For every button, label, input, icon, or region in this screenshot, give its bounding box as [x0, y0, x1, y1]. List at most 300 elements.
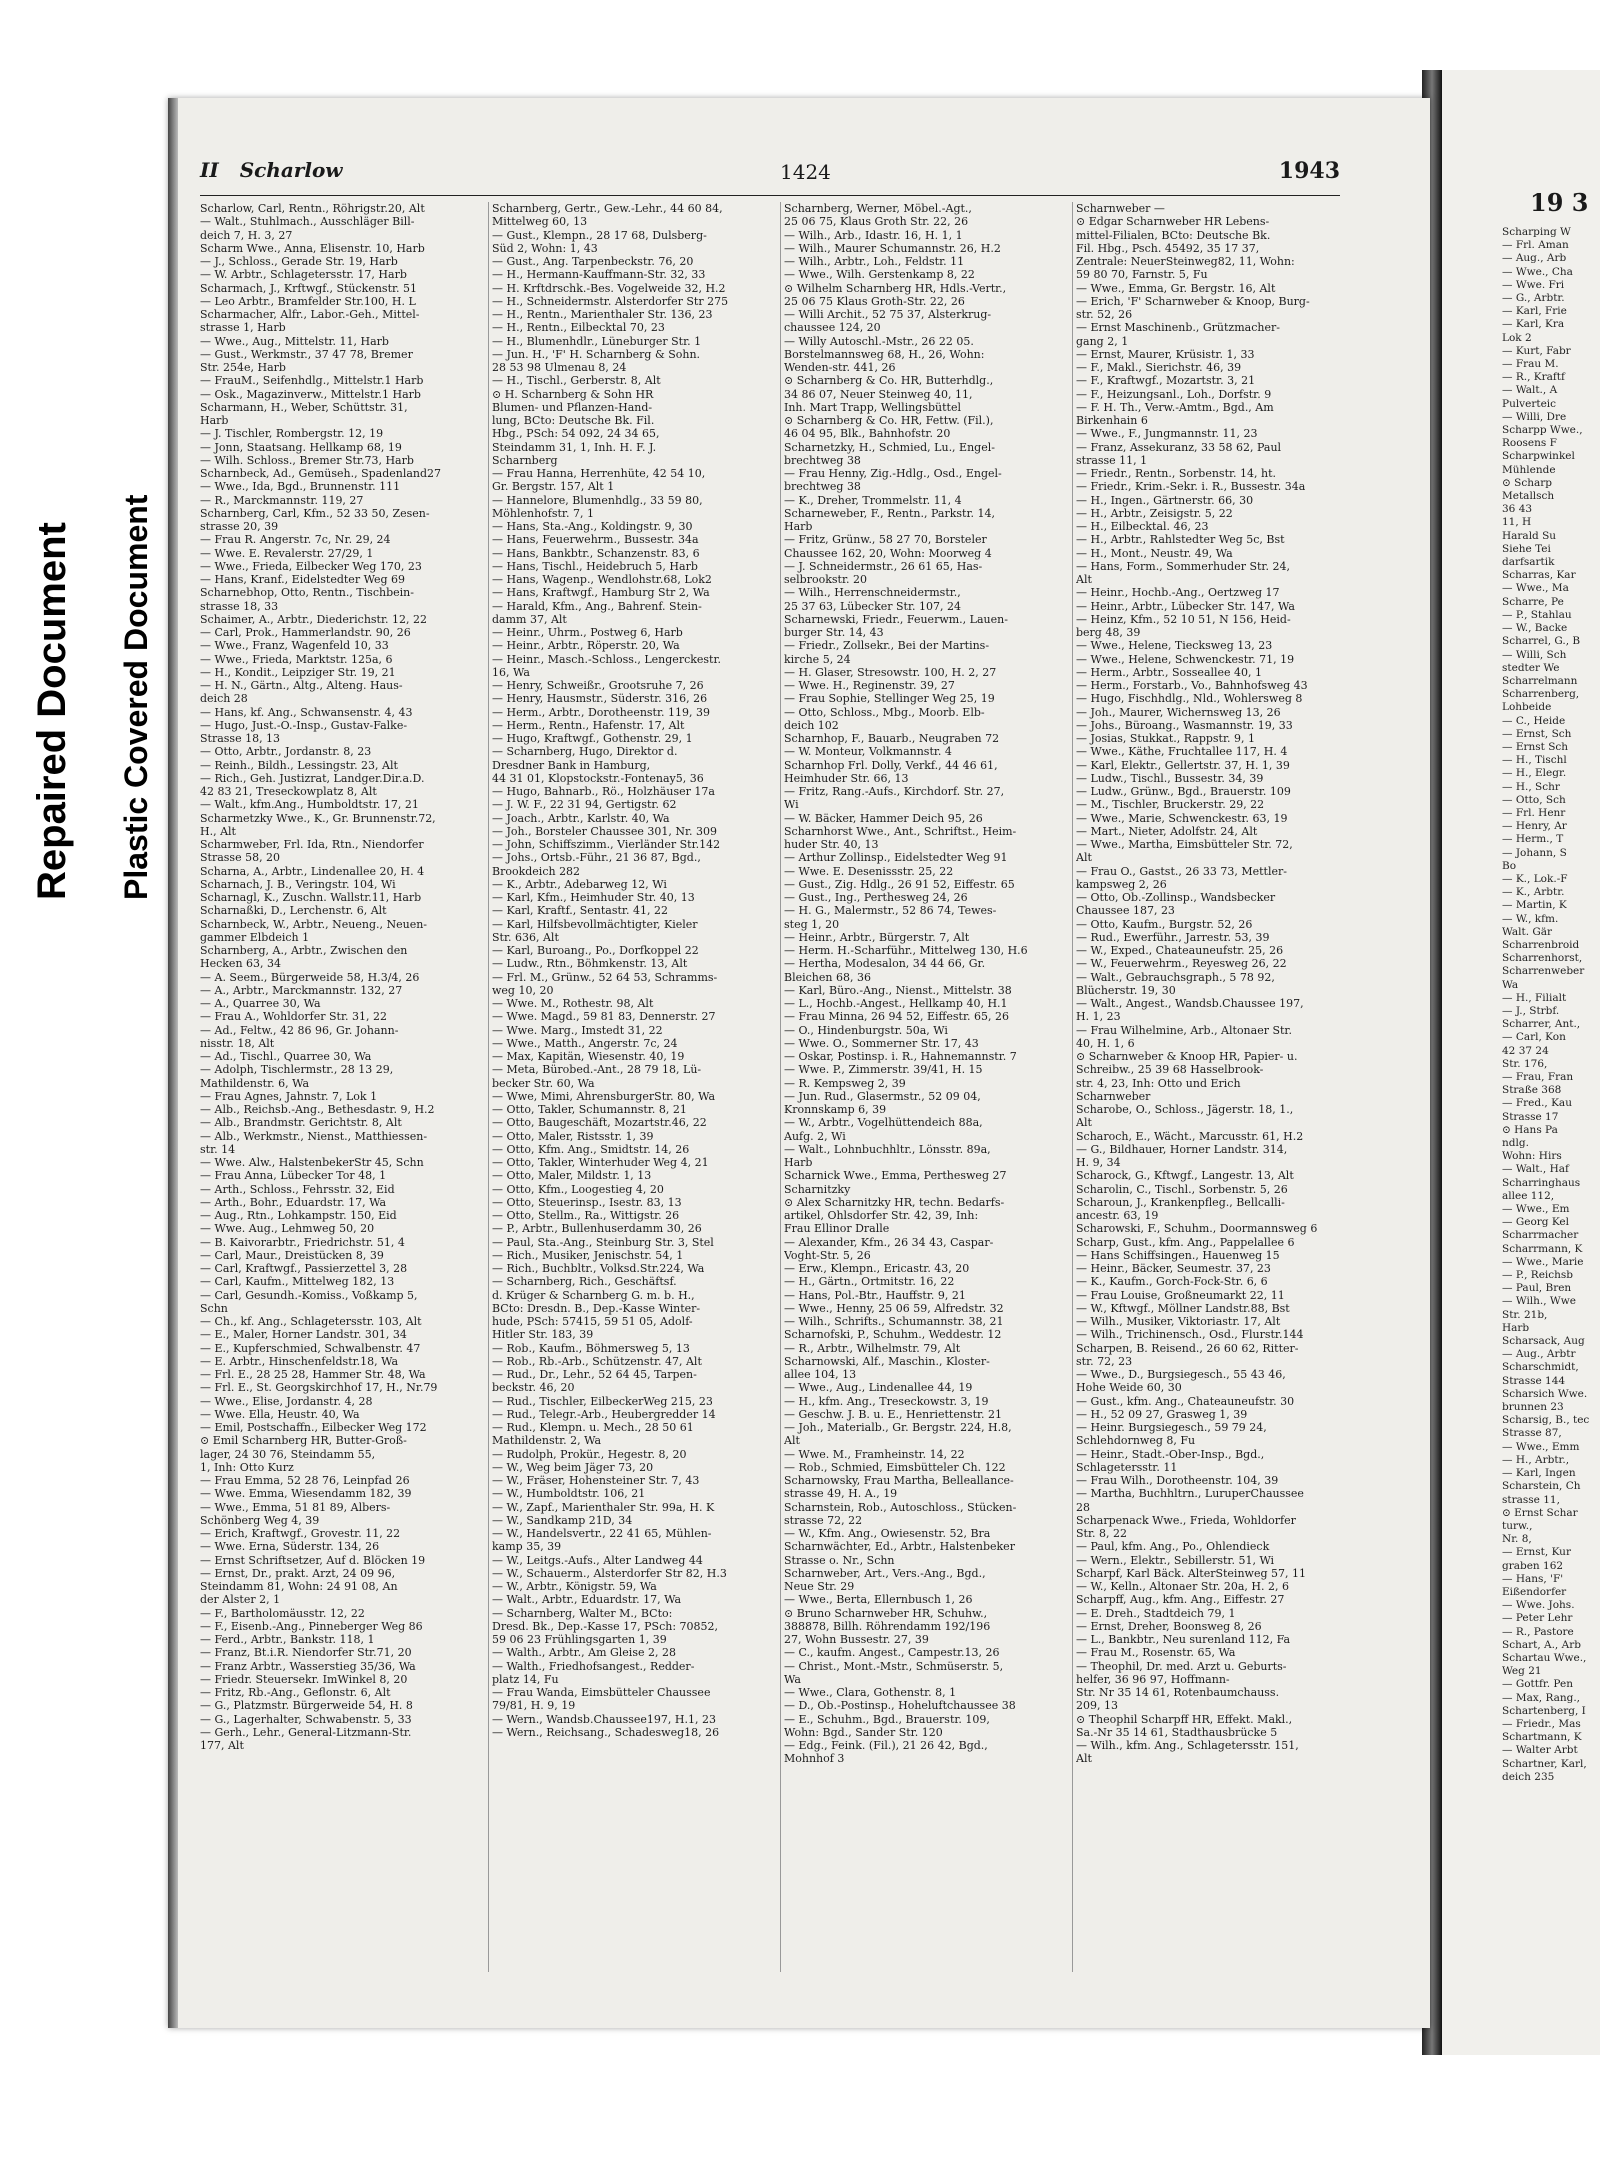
directory-entry-line: — Otto, Maler, Mildstr. 1, 13: [492, 1169, 652, 1183]
directory-entry-line: Steindamm 81, Wohn: 24 91 08, An: [200, 1580, 398, 1593]
directory-entry-line: — Ernst, Dreher, Boonsweg 8, 26: [1076, 1619, 1262, 1633]
directory-entry-line: Chaussee 162, 20, Wohn: Moorweg 4: [784, 546, 992, 560]
directory-entry-line: Scharneweber, F., Rentn., Parkstr. 14,: [784, 506, 995, 520]
directory-entry-line: brechtweg 38: [784, 480, 861, 494]
directory-entry-line: — Gust., Zig. Hdlg., 26 91 52, Eiffestr. 65: [784, 877, 1015, 891]
directory-entry-line: Scharlow, Carl, Rentn., Röhrigstr.20, Alt: [200, 202, 425, 215]
next-page-entry-fragment: — J., Strbf.: [1502, 1004, 1560, 1017]
directory-entry-line: Strasse 18, 13: [200, 732, 281, 745]
directory-entry-line: Alt: [784, 1434, 800, 1448]
column-divider: [488, 202, 489, 1972]
directory-entry-line: deich 7, H. 3, 27: [200, 228, 293, 242]
directory-entry-line: Wenden-str. 441, 26: [784, 361, 896, 374]
next-page-entry-fragment: — Wwe. Fri: [1502, 278, 1565, 291]
directory-entry-line: — R., Arbtr., Wilhelmstr. 79, Alt: [784, 1341, 961, 1355]
directory-entry-line: — Hans, Sta.-Ang., Koldingstr. 9, 30: [492, 520, 693, 533]
directory-entry-line: BCto: Dresdn. B., Dep.-Kasse Winter-: [492, 1301, 701, 1315]
directory-entry-line: beckstr. 46, 20: [492, 1381, 575, 1395]
next-page-entry-fragment: Eißendorfer: [1502, 1585, 1567, 1598]
directory-entry-line: — Gust., Klempn., 28 17 68, Dulsberg-: [492, 228, 707, 242]
directory-entry-line: Fil. Hbg., Psch. 45492, 35 17 37,: [1076, 241, 1260, 255]
next-page-entry-fragment: Schartau Wwe.,: [1502, 1651, 1587, 1664]
next-page-entry-fragment: Scharrmann, K: [1502, 1242, 1583, 1255]
next-page-entry-fragment: — Henry, Ar: [1502, 820, 1567, 833]
directory-entry-line: — Wwe. Marg., Imstedt 31, 22: [492, 1023, 663, 1037]
directory-entry-line: — Wwe., D., Burgsiegesch., 55 43 46,: [1076, 1368, 1286, 1381]
directory-entry-line: — Wwe. O., Sommerner Str. 17, 43: [784, 1036, 979, 1050]
directory-entry-line: Scharnhop, F., Bauarb., Neugraben 72: [784, 732, 1000, 745]
directory-entry-line: — Wwe., Frieda, Eilbecker Weg 170, 23: [200, 559, 422, 573]
directory-entry-line: str. 14: [200, 1142, 236, 1156]
directory-entry-line: — Heinr. Burgsiegesch., 59 79 24,: [1076, 1421, 1267, 1434]
directory-entry-line: — Friedr., Zollsekr., Bei der Martins-: [784, 639, 990, 653]
directory-entry-line: — Wwe., Wilh. Gerstenkamp 8, 22: [784, 268, 975, 282]
directory-entry-line: Strasse o. Nr., Schn: [784, 1553, 895, 1567]
next-page-entry-fragment: — Georg Kel: [1502, 1216, 1569, 1229]
directory-entry-line: — Frau Emma, 52 28 76, Leinpfad 26: [200, 1474, 410, 1487]
directory-entry-line: ⊙ Scharnberg & Co. HR, Fettw. (Fil.),: [784, 414, 994, 427]
next-page-entry-fragment: — Karl, Frie: [1502, 305, 1567, 318]
directory-entry-line: — Heinr., Uhrm., Postweg 6, Harb: [492, 626, 683, 639]
next-page-entry-fragment: — Aug., Arbtr: [1502, 1348, 1576, 1361]
directory-entry-line: — Hannelore, Blumenhdlg., 33 59 80,: [492, 493, 703, 507]
directory-entry-line: — Ludw., Grünw., Bgd., Brauerstr. 109: [1076, 785, 1291, 798]
directory-column-1: [200, 202, 486, 1972]
directory-entry-line: Scharnhorst Wwe., Ant., Schriftst., Heim-: [784, 824, 1017, 838]
next-page-entry-fragment: — Carl, Kon: [1502, 1031, 1566, 1044]
directory-entry-line: str. 4, 23, Inh: Otto und Erich: [1076, 1076, 1241, 1090]
directory-entry-line: Scharnach, J. B., Veringstr. 104, Wi: [200, 877, 396, 891]
next-page-entry-fragment: — Wwe., Emm: [1502, 1440, 1580, 1453]
next-page-entry-fragment: — H., Tischl: [1502, 754, 1567, 767]
directory-entry-line: Str. 254e, Harb: [200, 361, 286, 374]
directory-entry-line: Scharnstein, Rob., Autoschloss., Stücken-: [784, 1500, 1017, 1514]
directory-entry-line: — Hertha, Modesalon, 34 44 66, Gr.: [784, 957, 986, 971]
volume-roman: II: [200, 158, 219, 182]
directory-entry-line: — Heinr., Bäcker, Seumestr. 37, 23: [1076, 1262, 1271, 1275]
directory-entry-line: — Joh., Borsteler Chaussee 301, Nr. 309: [492, 824, 718, 838]
directory-entry-line: — Rich., Musiker, Jenischstr. 54, 1: [492, 1248, 684, 1262]
next-page-entry-fragment: — Martin, K: [1502, 899, 1567, 912]
directory-entry-line: — Arthur Zollinsp., Eidelstedter Weg 91: [784, 851, 1008, 865]
directory-entry-line: 34 86 07, Neuer Steinweg 40, 11,: [784, 387, 973, 401]
next-page-entry-fragment: — Walt., Haf: [1502, 1163, 1569, 1176]
directory-entry-line: damm 37, Alt: [492, 612, 567, 626]
directory-entry-line: — Frau A., Wohldorfer Str. 31, 22: [200, 1010, 387, 1024]
directory-entry-line: — Walt., Stuhlmach., Ausschläger Bill-: [200, 215, 415, 229]
next-page-entry-fragment: — G., Arbtr.: [1502, 292, 1565, 305]
directory-entry-line: — W., Arbtr., Vogelhüttendeich 88a,: [784, 1116, 983, 1130]
directory-entry-line: ⊙ H. Scharnberg & Sohn HR: [492, 387, 654, 401]
directory-entry-line: — Wwe. Erna, Süderstr. 134, 26: [200, 1540, 380, 1554]
directory-entry-line: Zentrale: NeuerSteinweg82, 11, Wohn:: [1076, 255, 1295, 268]
directory-entry-line: Voght-Str. 5, 26: [784, 1248, 871, 1262]
directory-entry-line: — W., Fräser, Hohensteiner Str. 7, 43: [492, 1474, 700, 1487]
next-page-entry-fragment: — H., Arbtr.,: [1502, 1453, 1570, 1466]
directory-entry-line: ancestr. 63, 19: [1076, 1209, 1159, 1222]
directory-entry-line: — Hans Schiffsingen., Hauenweg 15: [1076, 1248, 1280, 1262]
directory-entry-line: — Henry, Hausmstr., Süderstr. 316, 26: [492, 692, 708, 706]
next-page-entry-fragment: Scharrel, G., B: [1502, 635, 1581, 648]
next-page-entry-fragment: — Frau, Fran: [1502, 1071, 1574, 1083]
directory-entry-line: becker Str. 60, Wa: [492, 1076, 595, 1090]
directory-entry-line: 1, Inh: Otto Kurz: [200, 1460, 294, 1474]
next-page-entry-fragment: Str. 21b,: [1502, 1308, 1548, 1321]
directory-entry-line: — Carl, Gesundh.-Komiss., Voßkamp 5,: [200, 1288, 418, 1302]
directory-entry-line: — E. Arbtr., Hinschenfeldstr.18, Wa: [200, 1354, 399, 1368]
next-page-entry-fragment: 36 43: [1502, 503, 1533, 516]
directory-entry-line: Mathildenstr. 6, Wa: [200, 1076, 310, 1090]
directory-entry-line: — Emil, Postschaffn., Eilbecker Weg 172: [200, 1421, 427, 1434]
directory-entry-line: — Rud., Klempn. u. Mech., 28 50 61: [492, 1421, 694, 1434]
directory-entry-line: berg 48, 39: [1076, 626, 1141, 639]
directory-entry-line: ⊙ Wilhelm Scharnberg HR, Hdls.-Vertr.,: [784, 281, 1007, 295]
directory-entry-line: — Wwe. M., Framheinstr. 14, 22: [784, 1447, 965, 1461]
directory-entry-line: H. 9, 34: [1076, 1156, 1121, 1169]
directory-entry-line: — W., Zapf., Marienthaler Str. 99a, H. K: [492, 1500, 715, 1514]
directory-entry-line: — Arth., Schloss., Fehrsstr. 32, Eid: [200, 1182, 395, 1196]
next-page-fragments: [1502, 226, 1600, 1784]
directory-entry-line: — W., Arbtr., Königstr. 59, Wa: [492, 1580, 657, 1593]
directory-entry-line: — J., Schloss., Gerade Str. 19, Harb: [200, 255, 398, 268]
directory-entry-line: — Fritz, Rang.-Aufs., Kirchdorf. Str. 27,: [784, 785, 1005, 798]
next-page-entry-fragment: Schart, A., Arb: [1502, 1638, 1581, 1651]
directory-entry-line: — Alb., Werkmstr., Nienst., Matthiessen-: [200, 1129, 428, 1143]
directory-entry-line: — Fritz, Rb.-Ang., Geflonstr. 6, Alt: [200, 1686, 391, 1699]
next-page-entry-fragment: Harald Su: [1502, 529, 1557, 542]
directory-entry-line: — H. G., Malermstr., 52 86 74, Tewes-: [784, 904, 997, 918]
directory-entry-line: — Leo Arbtr., Bramfelder Str.100, H. L: [200, 294, 416, 308]
directory-entry-line: steg 1, 20: [784, 917, 840, 931]
directory-entry-line: gammer Elbdeich 1: [200, 930, 310, 944]
next-page-entry-fragment: Scharrer, Ant.,: [1502, 1018, 1581, 1031]
next-page-entry-fragment: — P., Stahlau: [1502, 608, 1572, 621]
directory-entry-line: Scharnberg, A., Arbtr., Zwischen den: [200, 944, 408, 957]
directory-entry-line: Str. 636, Alt: [492, 930, 559, 944]
directory-entry-line: ⊙ Bruno Scharnweber HR, Schuhw.,: [784, 1606, 988, 1620]
next-page-entry-fragment: — Peter Lehr: [1502, 1612, 1573, 1625]
directory-entry-line: — H., Ingen., Gärtnerstr. 66, 30: [1076, 493, 1254, 507]
directory-entry-line: 59 80 70, Farnstr. 5, Fu: [1076, 268, 1208, 282]
next-page-entry-fragment: — K., Lok.-F: [1502, 872, 1568, 885]
directory-entry-line: — Theophil, Dr. med. Arzt u. Geburts-: [1076, 1659, 1287, 1673]
directory-entry-line: Schn: [200, 1301, 228, 1315]
directory-entry-line: — Otto, Ob.-Zollinsp., Wandsbecker: [1076, 891, 1276, 904]
directory-entry-line: — B. Kaivorarbtr., Friedrichstr. 51, 4: [200, 1235, 405, 1249]
directory-entry-line: — Wwe., Emma, Gr. Bergstr. 16, Alt: [1076, 281, 1276, 295]
directory-entry-line: — Paul, Sta.-Ang., Steinburg Str. 3, Stel: [492, 1235, 714, 1249]
directory-entry-line: — Herm. H.-Scharführ., Mittelweg 130, H.6: [784, 944, 1028, 957]
directory-entry-line: — Wwe., Henny, 25 06 59, Alfredstr. 32: [784, 1301, 1004, 1315]
directory-entry-line: — Wilh., kfm. Ang., Schlagetersstr. 151,: [1076, 1739, 1299, 1752]
directory-entry-line: — Frl. E., 28 25 28, Hammer Str. 48, Wa: [200, 1368, 426, 1381]
directory-entry-line: — Karl, Hilfsbevollmächtigter, Kieler: [492, 917, 698, 931]
next-page-entry-fragment: darfsartik: [1502, 556, 1555, 569]
next-page-entry-fragment: — Willi, Sch: [1502, 648, 1567, 661]
directory-entry-line: — H., Tischl., Gerberstr. 8, Alt: [492, 374, 661, 388]
next-page-entry-fragment: Scharschmidt,: [1502, 1361, 1579, 1374]
directory-entry-line: 25 06 75 Klaus Groth-Str. 22, 26: [784, 294, 965, 308]
next-page-entry-fragment: — Frl. Aman: [1502, 239, 1569, 252]
directory-entry-line: — Wwe, Mimi, AhrensburgerStr. 80, Wa: [492, 1089, 716, 1103]
next-page-entry-fragment: — Wwe. Johs.: [1502, 1599, 1575, 1612]
directory-entry-line: — Aug., Rtn., Lohkampstr. 150, Eid: [200, 1209, 397, 1222]
directory-entry-line: — Walth., Friedhofsangest., Redder-: [492, 1659, 695, 1673]
directory-entry-line: Scharmacher, Alfr., Labor.-Geh., Mittel-: [200, 308, 420, 321]
directory-entry-line: — Frau R. Angerstr. 7c, Nr. 29, 24: [200, 533, 391, 547]
directory-entry-line: — H., kfm. Ang., Treseckowstr. 3, 19: [784, 1394, 989, 1408]
directory-entry-line: Scharnberg: [492, 453, 558, 467]
directory-entry-line: 59 06 23 Frühlingsgarten 1, 39: [492, 1633, 667, 1646]
next-page-entry-fragment: turw.,: [1502, 1519, 1533, 1532]
directory-entry-line: — K., Arbtr., Adebarweg 12, Wi: [492, 877, 667, 891]
directory-entry-line: — Hugo, Bahnarb., Rö., Holzhäuser 17a: [492, 785, 715, 798]
directory-entry-line: — D., Ob.-Postinsp., Hoheluftchaussee 38: [784, 1699, 1016, 1713]
directory-entry-line: — H., Arbtr., Zeisigstr. 5, 22: [1076, 506, 1233, 520]
directory-entry-line: — Heinr., Arbtr., Röperstr. 20, Wa: [492, 639, 680, 653]
next-page-entry-fragment: — Johann, S: [1502, 846, 1567, 859]
page-number: 1424: [780, 160, 831, 184]
directory-entry-line: der Alster 2, 1: [200, 1593, 281, 1607]
directory-entry-line: d. Krüger & Scharnberg G. m. b. H.,: [492, 1288, 695, 1302]
next-page-entry-fragment: Scharre, Pe: [1502, 595, 1564, 608]
directory-entry-line: — Wwe. Magd., 59 81 83, Dennerstr. 27: [492, 1010, 716, 1024]
directory-entry-line: — H. Krftdrschk.-Bes. Vogelweide 32, H.2: [492, 281, 726, 295]
directory-entry-line: — Otto, Stellm., Ra., Wittigstr. 26: [492, 1209, 680, 1222]
next-page-entry-fragment: Nr. 8,: [1502, 1533, 1532, 1546]
directory-entry-line: — Fritz, Grünw., 58 27 70, Borsteler: [784, 533, 987, 547]
next-page-entry-fragment: Strasse 17: [1502, 1110, 1559, 1123]
next-page-entry-fragment: Scharras, Kar: [1502, 569, 1576, 582]
directory-entry-line: — C., kaufm. Angest., Campestr.13, 26: [784, 1646, 1000, 1660]
directory-entry-line: — W. Bäcker, Hammer Deich 95, 26: [784, 811, 983, 825]
directory-entry-line: — Rob., Rb.-Arb., Schützenstr. 47, Alt: [492, 1354, 702, 1368]
directory-entry-line: — A., Quarree 30, Wa: [200, 997, 321, 1010]
directory-entry-line: — Frl. E., St. Georgskirchhof 17, H., Nr.79: [200, 1381, 438, 1395]
directory-entry-line: Möhlenhofstr. 7, 1: [492, 506, 594, 520]
directory-entry-line: — Alb., Brandmstr. Gerichtstr. 8, Alt: [200, 1116, 402, 1130]
next-page-entry-fragment: Wa: [1502, 978, 1519, 991]
directory-entry-line: — Herm., Arbtr., Dorotheenstr. 119, 39: [492, 705, 711, 719]
directory-entry-line: Scharnowski, Alf., Maschin., Kloster-: [784, 1354, 990, 1368]
directory-entry-line: — R. Kempsweg 2, 39: [784, 1076, 906, 1090]
next-page-entry-fragment: — Aug., Arb: [1502, 252, 1567, 265]
directory-entry-line: strasse 72, 22: [784, 1513, 863, 1527]
directory-entry-line: — Wilh., Herrenschneidermstr.,: [784, 586, 961, 600]
directory-entry-line: — H., Arbtr., Rahlstedter Weg 5c, Bst: [1076, 533, 1285, 547]
next-page-entry-fragment: Lok 2: [1502, 331, 1532, 344]
directory-entry-line: — Wwe. P., Zimmerstr. 39/41, H. 15: [784, 1063, 983, 1077]
directory-entry-line: Blücherstr. 19, 30: [1076, 983, 1176, 997]
directory-column-2: [492, 202, 778, 1972]
directory-entry-line: — Wilh. Schloss., Bremer Str.73, Harb: [200, 453, 414, 467]
directory-entry-line: Hecken 63, 34: [200, 957, 282, 971]
directory-entry-line: — Wwe., Matth., Angerstr. 7c, 24: [492, 1036, 678, 1050]
directory-entry-line: — Walt., Lohnbuchhltr., Lönsstr. 89a,: [784, 1142, 991, 1156]
directory-entry-line: — Ad., Tischl., Quarree 30, Wa: [200, 1050, 372, 1063]
directory-entry-line: — Walt., Arbtr., Eduardstr. 17, Wa: [492, 1593, 682, 1607]
directory-entry-line: — Wwe., Emma, 51 81 89, Albers-: [200, 1500, 391, 1514]
next-page-entry-fragment: — P., Reichsb: [1502, 1269, 1574, 1282]
directory-entry-line: — Wwe. H., Reginenstr. 39, 27: [784, 679, 955, 692]
directory-entry-line: — H., 52 09 27, Grasweg 1, 39: [1076, 1407, 1248, 1421]
directory-entry-line: — Willi Archit., 52 75 37, Alsterkrug-: [784, 308, 992, 321]
next-page-entry-fragment: Scharpwinkel: [1502, 450, 1575, 463]
directory-entry-line: — Reinh., Bildh., Lessingstr. 23, Alt: [200, 758, 398, 772]
directory-entry-line: — Rud., Ewerführ., Jarrestr. 53, 39: [1076, 930, 1270, 944]
directory-column-4: [1076, 202, 1362, 1972]
directory-entry-line: Scharnbeck, W., Arbtr., Neueng., Neuen-: [200, 917, 428, 931]
directory-entry-line: Scharnewski, Friedr., Feuerwm., Lauen-: [784, 612, 1008, 626]
directory-entry-line: Scharmetzky Wwe., K., Gr. Brunnenstr.72,: [200, 811, 436, 825]
directory-entry-line: — Heinr., Hochb.-Ang., Oertzweg 17: [1076, 586, 1280, 600]
directory-entry-line: — Jun. H., 'F' H. Scharnberg & Sohn.: [492, 347, 701, 361]
directory-entry-line: — H., Rentn., Eilbecktal 70, 23: [492, 321, 665, 335]
next-page-entry-fragment: Strasse 87,: [1502, 1427, 1562, 1440]
directory-entry-line: Scharoch, E., Wächt., Marcusstr. 61, H.2: [1076, 1129, 1304, 1143]
directory-entry-line: — Rob., Schmied, Eimsbütteler Ch. 122: [784, 1460, 1006, 1474]
directory-entry-line: Scharnberg, Carl, Kfm., 52 33 50, Zesen-: [200, 506, 430, 520]
next-page-entry-fragment: — Herm., T: [1502, 833, 1564, 846]
directory-entry-line: str. 72, 23: [1076, 1354, 1133, 1368]
next-page-entry-fragment: Scharrelmann: [1502, 674, 1578, 687]
directory-entry-line: — H. Glaser, Stresowstr. 100, H. 2, 27: [784, 665, 997, 679]
next-page-entry-fragment: Roosens F: [1502, 437, 1557, 450]
directory-entry-line: — Wilh., Musiker, Viktoriastr. 17, Alt: [1076, 1315, 1281, 1328]
directory-entry-line: ⊙ Alex Scharnitzky HR, techn. Bedarfs-: [784, 1195, 1005, 1209]
directory-entry-line: — Osk., Magazinverw., Mittelstr.1 Harb: [200, 387, 421, 401]
directory-entry-line: ⊙ Theophil Scharpff HR, Effekt. Makl.,: [1076, 1712, 1293, 1726]
next-page-entry-fragment: — Hans, 'F': [1502, 1572, 1564, 1585]
directory-entry-line: — Karl, Kfm., Heimhuder Str. 40, 13: [492, 891, 695, 904]
directory-entry-line: — Karl, Büro.-Ang., Nienst., Mittelstr. 38: [784, 983, 1012, 997]
next-page-entry-fragment: — Karl, Ingen: [1502, 1467, 1576, 1480]
directory-entry-line: — Otto, Kfm. Ang., Smidtstr. 14, 26: [492, 1142, 690, 1156]
next-page-entry-fragment: Scharrenhorst,: [1502, 952, 1583, 965]
next-page-entry-fragment: — Fred., Kau: [1502, 1097, 1572, 1110]
directory-entry-line: — W. Monteur, Volkmannstr. 4: [784, 745, 952, 759]
next-page-entry-fragment: — R., Kraftf: [1502, 371, 1565, 384]
directory-entry-line: — Johs., Ortsb.-Führ., 21 36 87, Bgd.,: [492, 851, 701, 865]
directory-entry-line: — Rudolph, Prokür., Hegestr. 8, 20: [492, 1447, 687, 1461]
directory-entry-line: Frau Ellinor Dralle: [784, 1222, 890, 1236]
directory-entry-line: gang 2, 1: [1076, 334, 1129, 348]
directory-entry-line: ⊙ Scharnberg & Co. HR, Butterhdlg.,: [784, 374, 994, 388]
directory-entry-line: — W. Arbtr., Schlagetersstr. 17, Harb: [200, 268, 407, 282]
next-page-entry-fragment: 42 37 24: [1502, 1044, 1549, 1057]
directory-entry-line: — Meta, Bürobed.-Ant., 28 79 18, Lü-: [492, 1063, 702, 1077]
directory-entry-line: — Otto, Steuerinsp., Isestr. 83, 13: [492, 1195, 682, 1209]
directory-entry-line: 27, Wohn Bussestr. 27, 39: [784, 1633, 929, 1646]
directory-entry-line: — Otto, Kfm., Loogestieg 4, 20: [492, 1182, 664, 1196]
directory-entry-line: — Frau Wanda, Eimsbütteler Chaussee: [492, 1686, 711, 1699]
directory-entry-line: — Hugo, Kraftwgf., Gothenstr. 29, 1: [492, 732, 693, 745]
page-edge-shadow: [168, 98, 178, 2028]
directory-entry-line: Scharpen, B. Reisend., 26 60 62, Ritter-: [1076, 1341, 1299, 1355]
page-header-left: [200, 158, 343, 182]
next-page-entry-fragment: — Frau M.: [1502, 358, 1559, 371]
directory-entry-line: — Frau Wilhelmine, Arb., Altonaer Str.: [1076, 1023, 1292, 1037]
directory-entry-line: — W., Handelsvertr., 22 41 65, Mühlen-: [492, 1527, 712, 1540]
directory-entry-line: 40, H. 1, 6: [1076, 1036, 1135, 1050]
directory-entry-line: — Wilh., Arbtr., Loh., Feldstr. 11: [784, 255, 965, 268]
directory-entry-line: — Wwe., Berta, Ellernbusch 1, 26: [784, 1593, 973, 1607]
directory-entry-line: — Paul, kfm. Ang., Po., Ohlendieck: [1076, 1540, 1270, 1554]
directory-entry-line: Scharpf, Karl Bäck. AlterSteinweg 57, 11: [1076, 1566, 1306, 1580]
directory-entry-line: — H., Schneidermstr. Alsterdorfer Str 275: [492, 294, 729, 308]
directory-entry-line: — Gust., Werkmstr., 37 47 78, Bremer: [200, 347, 413, 361]
directory-entry-line: Bleichen 68, 36: [784, 970, 871, 984]
directory-entry-line: H. 1, 23: [1076, 1010, 1121, 1024]
directory-entry-line: Schaimer, A., Arbtr., Diederichstr. 12, 22: [200, 612, 427, 626]
next-page-entry-fragment: allee 112,: [1502, 1189, 1555, 1202]
directory-entry-line: — E., Maler, Horner Landstr. 301, 34: [200, 1328, 407, 1342]
directory-entry-line: Scharnofski, P., Schuhm., Weddestr. 12: [784, 1328, 1002, 1342]
next-page-entry-fragment: Bo: [1502, 859, 1517, 872]
next-page-entry-fragment: stedter We: [1502, 661, 1560, 674]
next-page-entry-fragment: — Ernst, Sch: [1502, 727, 1572, 740]
directory-entry-line: — H., Rentn., Marienthaler Str. 136, 23: [492, 308, 713, 321]
directory-entry-line: — Wilh., Maurer Schumannstr. 26, H.2: [784, 241, 1001, 255]
directory-entry-line: burger Str. 14, 43: [784, 626, 884, 639]
directory-entry-line: — Frau M., Rosenstr. 65, Wa: [1076, 1646, 1236, 1660]
directory-entry-line: weg 10, 20: [492, 983, 554, 997]
directory-entry-line: — Wilh., Arb., Idastr. 16, H. 1, 1: [784, 228, 963, 242]
column-divider: [1072, 202, 1073, 1972]
directory-entry-line: — Hans, Wagenp., Wendlohstr.68, Lok2: [492, 573, 712, 586]
directory-entry-line: Alt: [1076, 1752, 1092, 1766]
next-page-entry-fragment: ⊙ Hans Pa: [1502, 1123, 1558, 1136]
directory-entry-line: Hitler Str. 183, 39: [492, 1328, 594, 1342]
directory-entry-line: — Rud., Tischler, EilbeckerWeg 215, 23: [492, 1394, 713, 1408]
directory-entry-line: Scharnweber, Art., Vers.-Ang., Bgd.,: [784, 1566, 986, 1580]
next-page-entry-fragment: — Karl, Kra: [1502, 318, 1565, 331]
directory-entry-line: — Otto, Takler, Winterhuder Weg 4, 21: [492, 1156, 709, 1169]
directory-entry-line: — R., Marckmannstr. 119, 27: [200, 493, 364, 507]
directory-entry-line: — G., Lagerhalter, Schwabenstr. 5, 33: [200, 1712, 412, 1726]
directory-entry-line: — Carl, Kaufm., Mittelweg 182, 13: [200, 1275, 395, 1289]
directory-entry-line: — M., Tischler, Bruckerstr. 29, 22: [1076, 798, 1265, 812]
directory-entry-line: — Wwe., Martha, Eimsbütteler Str. 72,: [1076, 838, 1293, 851]
directory-entry-line: Gr. Bergstr. 157, Alt 1: [492, 480, 615, 494]
directory-entry-line: Scharnwächter, Ed., Arbtr., Halstenbeker: [784, 1540, 1015, 1554]
directory-entry-line: — H., Kondit., Leipziger Str. 19, 21: [200, 665, 396, 679]
directory-entry-line: Strasse 58, 20: [200, 851, 281, 865]
directory-entry-line: lung, BCto: Deutsche Bk. Fil.: [492, 414, 655, 427]
directory-entry-line: — Herm., Arbtr., Sosseallee 40, 1: [1076, 665, 1263, 679]
directory-entry-line: — Hugo, Just.-O.-Insp., Gustav-Falke-: [200, 718, 408, 732]
directory-entry-line: — J. Schneidermstr., 26 61 65, Has-: [784, 559, 983, 573]
next-page-entry-fragment: Scharringhaus: [1502, 1176, 1581, 1189]
directory-entry-line: — Walth., Arbtr., Am Gleise 2, 28: [492, 1646, 676, 1660]
directory-entry-line: Scharm Wwe., Anna, Elisenstr. 10, Harb: [200, 241, 425, 255]
directory-entry-line: — Herm., Forstarb., Vo., Bahnhofsweg 43: [1076, 679, 1308, 692]
directory-entry-line: — Frau Wilh., Dorotheenstr. 104, 39: [1076, 1474, 1279, 1487]
directory-entry-line: — Josias, Stukkat., Rappstr. 9, 1: [1076, 732, 1256, 745]
next-page-entry-fragment: Pulverteic: [1502, 397, 1557, 410]
next-page-entry-fragment: deich 235: [1502, 1770, 1555, 1783]
directory-entry-line: — L., Bankbtr., Neu surenland 112, Fa: [1076, 1633, 1291, 1646]
next-page-entry-fragment: — Max, Rang.,: [1502, 1691, 1581, 1704]
directory-entry-line: Aufg. 2, Wi: [784, 1129, 846, 1143]
next-page-entry-fragment: Straße 368: [1502, 1084, 1562, 1097]
directory-entry-line: 79/81, H. 9, 19: [492, 1699, 576, 1713]
directory-entry-line: ⊙ Emil Scharnberg HR, Butter-Groß-: [200, 1434, 407, 1448]
directory-entry-line: — Adolph, Tischlermstr., 28 13 29,: [200, 1063, 394, 1077]
directory-entry-line: 25 06 75, Klaus Groth Str. 22, 26: [784, 215, 969, 229]
directory-entry-line: — H., Gärtn., Ortmitstr. 16, 22: [784, 1275, 955, 1289]
next-page-entry-fragment: ⊙ Scharp: [1502, 476, 1552, 489]
